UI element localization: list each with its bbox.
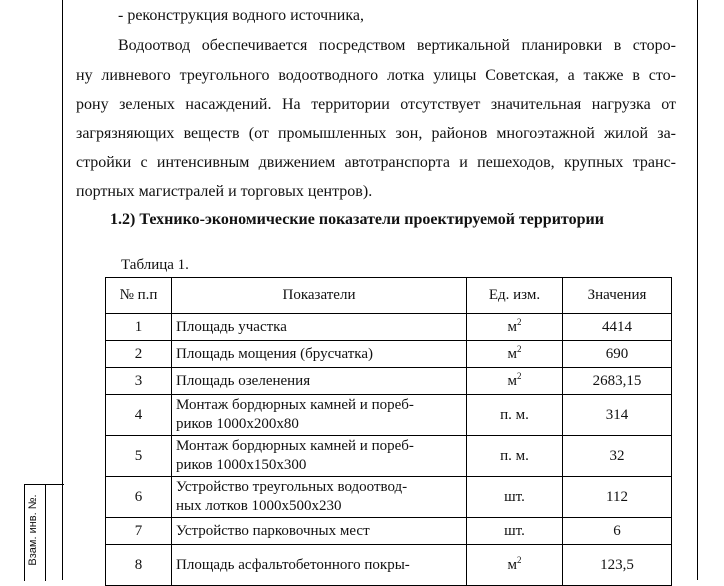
unit-text: м [507, 556, 517, 573]
row-unit [467, 545, 563, 586]
table-row [106, 395, 672, 436]
indicator-text-cont: риков 1000х200х80 [176, 416, 299, 432]
paragraph-line: ну ливневого треугольного водоотводного лотка улицы Советская, а также в сто- [76, 67, 676, 84]
row-unit [467, 518, 563, 545]
paragraph-line: загрязняющих веществ (от промышленных зон, районов многоэтажной жилой за- [76, 125, 676, 142]
row-indicator [172, 341, 467, 368]
indicator-text: Монтаж бордюрных камней и пореб- [176, 438, 414, 454]
table-row [106, 477, 672, 518]
header-cell-unit: Ед. изм. [467, 278, 563, 314]
indicator-text: Площадь мощения (брусчатка) [176, 345, 374, 362]
row-number: 8 [106, 545, 172, 586]
row-number: 2 [106, 341, 172, 368]
row-value: 690 [563, 341, 672, 368]
paragraph-line: стройки с интенсивным движением автотранспорта и пешеходов, крупных транс- [76, 154, 676, 171]
row-value: 314 [563, 395, 672, 436]
table-row [106, 368, 672, 395]
row-unit [467, 477, 563, 518]
unit-text: м [507, 345, 517, 362]
unit-text: п. м. [500, 406, 529, 423]
table-row [106, 518, 672, 545]
table-row [106, 545, 672, 586]
row-indicator [172, 314, 467, 341]
unit-text: м [507, 318, 517, 335]
paragraph-line: рону зеленых насаждений. На территории отсутствует значительная нагрузка от [76, 96, 676, 113]
unit-text: м [507, 372, 517, 389]
row-unit [467, 341, 563, 368]
paragraph-line: портных магистралей и торговых центров). [76, 183, 373, 200]
indicator-text: Площадь участка [176, 318, 287, 335]
paragraph-line: - реконструкция водного источника, [118, 7, 364, 24]
row-indicator [172, 477, 467, 518]
row-unit [467, 395, 563, 436]
row-number: 5 [106, 436, 172, 477]
row-value: 6 [563, 518, 672, 545]
row-number: 3 [106, 368, 172, 395]
indicator-text-cont: ных лотков 1000х500х230 [176, 498, 342, 514]
unit-superscript: 2 [517, 316, 522, 327]
unit-text: п. м. [500, 447, 529, 464]
row-indicator [172, 545, 467, 586]
table-row [106, 341, 672, 368]
row-number: 6 [106, 477, 172, 518]
row-value: 123,5 [563, 545, 672, 586]
title-block-stamp [24, 484, 64, 581]
unit-text: шт. [504, 522, 525, 539]
table-header-row [106, 278, 672, 314]
header-cell-number: № п.п [106, 278, 172, 314]
indicator-text: Устройство треугольных водоотвод- [176, 479, 408, 495]
table-caption: Таблица 1. [121, 257, 189, 273]
unit-text: шт. [504, 488, 525, 505]
row-indicator [172, 395, 467, 436]
row-indicator [172, 518, 467, 545]
row-unit [467, 314, 563, 341]
indicator-text: Площадь озеленения [176, 372, 311, 389]
page-frame-right-border [697, 0, 698, 580]
row-number: 7 [106, 518, 172, 545]
row-number: 4 [106, 395, 172, 436]
unit-superscript: 2 [517, 554, 522, 565]
section-heading: 1.2) Технико-экономические показатели проектируемой территории [110, 211, 604, 228]
stamp-divider [45, 485, 46, 581]
row-indicator [172, 436, 467, 477]
stamp-label: Взам. инв. №. [27, 494, 39, 566]
indicators-table [105, 277, 672, 586]
row-value: 4414 [563, 314, 672, 341]
row-number: 1 [106, 314, 172, 341]
row-unit [467, 436, 563, 477]
row-value: 2683,15 [563, 368, 672, 395]
row-value: 112 [563, 477, 672, 518]
table-row [106, 314, 672, 341]
row-value: 32 [563, 436, 672, 477]
row-unit [467, 368, 563, 395]
unit-superscript: 2 [517, 370, 522, 381]
indicator-text-cont: риков 1000х150х300 [176, 457, 307, 473]
header-cell-indicator: Показатели [172, 278, 467, 314]
unit-superscript: 2 [517, 343, 522, 354]
header-cell-value: Значения [563, 278, 672, 314]
row-indicator [172, 368, 467, 395]
indicator-text: Устройство парковочных мест [176, 522, 370, 539]
indicator-text: Монтаж бордюрных камней и пореб- [176, 397, 414, 413]
paragraph-line: Водоотвод обеспечивается посредством вертикальной планировки в сторо- [118, 37, 676, 54]
indicator-text: Площадь асфальтобетонного покры- [176, 556, 410, 573]
table-row [106, 436, 672, 477]
